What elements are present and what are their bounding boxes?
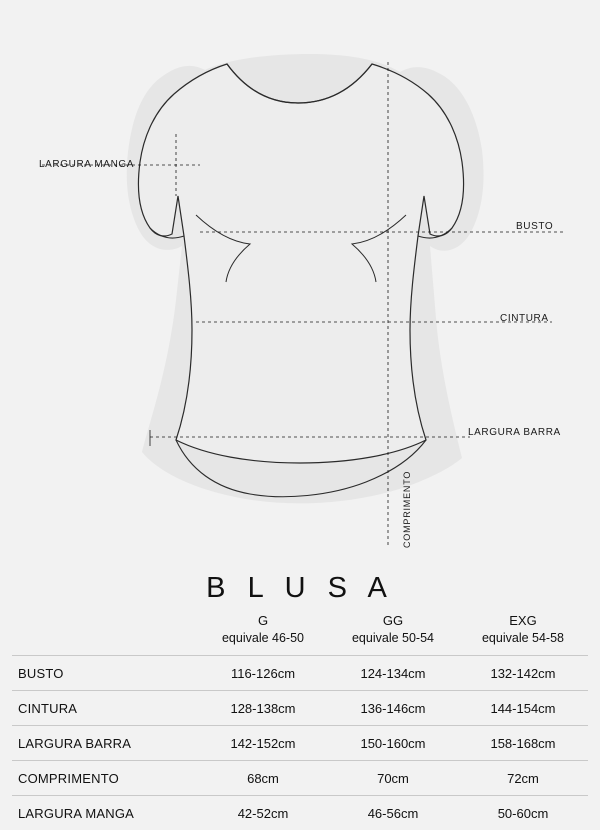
annotation-largura-barra: LARGURA BARRA — [468, 427, 561, 438]
table-row — [12, 726, 588, 761]
row-label-cintura: CINTURA — [18, 700, 78, 716]
table-row — [12, 761, 588, 796]
cell-largura-barra-g: 142-152cm — [230, 735, 296, 751]
column-header-exg — [458, 612, 588, 656]
cell-largura-manga-g: 42-52cm — [237, 805, 289, 821]
cell-cintura-g: 128-138cm — [230, 700, 296, 716]
row-label-comprimento: COMPRIMENTO — [18, 770, 119, 786]
cell-cintura-exg: 144-154cm — [490, 700, 556, 716]
column-equivalence-g: equivale 46-50 — [221, 630, 304, 645]
size-table-body — [12, 656, 588, 830]
row-label-largura-manga: LARGURA MANGA — [18, 805, 135, 821]
table-row — [12, 796, 588, 830]
annotation-busto: BUSTO — [516, 221, 554, 232]
cell-busto-gg: 124-134cm — [360, 665, 426, 681]
column-header-g — [198, 612, 328, 656]
annotation-largura-manga: LARGURA MANGA — [39, 159, 135, 170]
column-equivalence-gg: equivale 50-54 — [351, 630, 434, 645]
size-table — [12, 612, 588, 830]
annotation-comprimento: COMPRIMENTO — [402, 470, 412, 548]
cell-largura-barra-gg: 150-160cm — [360, 735, 426, 751]
cell-busto-exg: 132-142cm — [490, 665, 556, 681]
cell-cintura-gg: 136-146cm — [360, 700, 426, 716]
cell-comprimento-g: 68cm — [247, 770, 279, 786]
size-table-header-row — [12, 612, 588, 656]
row-label-busto: BUSTO — [18, 665, 64, 681]
column-header-gg — [328, 612, 458, 656]
column-size-exg: EXG — [509, 613, 537, 628]
cell-largura-barra-exg: 158-168cm — [490, 735, 556, 751]
annotation-cintura: CINTURA — [500, 313, 549, 324]
cell-busto-g: 116-126cm — [230, 665, 296, 681]
table-row — [12, 691, 588, 726]
table-row — [12, 656, 588, 691]
garment-body — [138, 64, 463, 463]
column-size-gg: GG — [382, 613, 404, 628]
row-label-largura-barra: LARGURA BARRA — [18, 735, 132, 751]
page-title: B L U S A — [206, 572, 394, 604]
column-equivalence-exg: equivale 54-58 — [481, 630, 564, 645]
cell-largura-manga-exg: 50-60cm — [497, 805, 549, 821]
column-size-g: G — [257, 613, 269, 628]
cell-comprimento-exg: 72cm — [507, 770, 539, 786]
size-table-head — [12, 612, 588, 656]
cell-largura-manga-gg: 46-56cm — [367, 805, 419, 821]
row-header-blank — [12, 612, 198, 656]
cell-comprimento-gg: 70cm — [377, 770, 409, 786]
